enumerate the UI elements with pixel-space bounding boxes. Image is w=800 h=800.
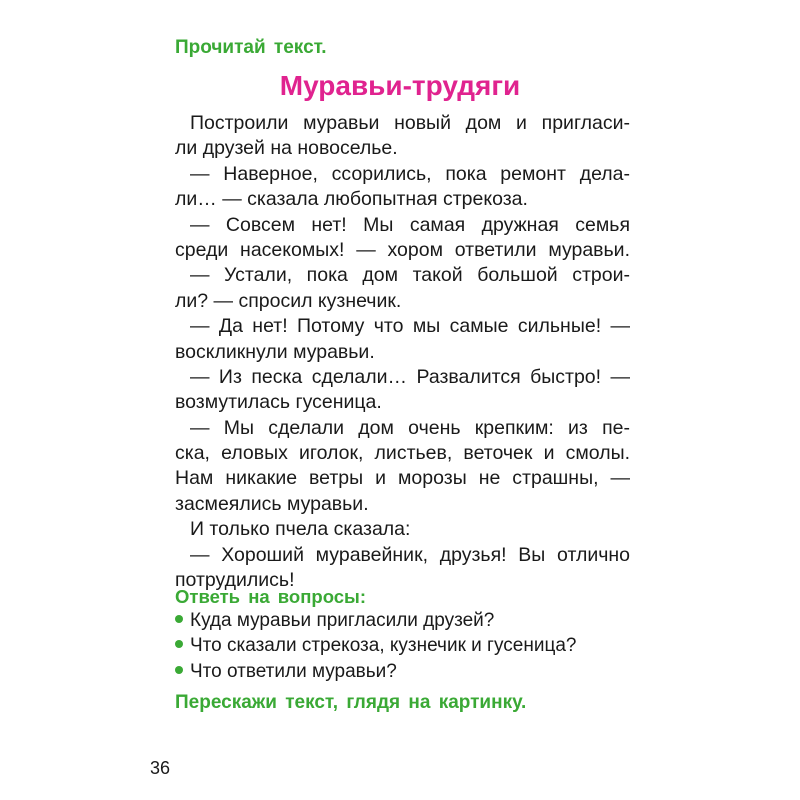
story-line: среди насекомых! — хором ответили муравьи. — [175, 238, 630, 261]
story-line: засмеялись муравьи. — [175, 492, 369, 515]
story-line: И только пчела сказала: — [190, 518, 411, 541]
story-line: Построили муравьи новый дом и пригласи- — [190, 112, 630, 134]
question-item — [175, 633, 576, 658]
story-line: — Наверное, ссорились, пока ремонт дела- — [190, 162, 630, 185]
question-item — [175, 608, 576, 633]
question-item — [175, 659, 576, 684]
bullet-icon — [175, 666, 183, 674]
story-line: — Из песка сделали… Развалится быстро! — — [190, 365, 630, 388]
story-line: возмутилась гусеница. — [175, 391, 382, 414]
story-line: — Мы сделали дом очень крепким: из пе- — [190, 416, 630, 439]
story-line: ли… — сказала любопытная стрекоза. — [175, 188, 528, 211]
question-text: Что ответили муравьи? — [190, 660, 397, 682]
page-number: 36 — [150, 758, 171, 778]
story-line: воскликнули муравьи. — [175, 340, 375, 363]
story-line: ска, еловых иголок, листьев, веточек и смолы. — [175, 442, 630, 465]
story-line: — Хороший муравейник, друзья! Вы отлично — [190, 543, 630, 566]
story-line: — Совсем нет! Мы самая дружная семья — [190, 213, 630, 236]
story-title: Муравьи-трудяги — [279, 70, 521, 101]
read-instruction: Прочитай текст. — [175, 37, 327, 58]
story-line: — Устали, пока дом такой большой строи- — [190, 264, 630, 287]
story-line: ли друзей на новоселье. — [175, 137, 398, 160]
questions-list — [175, 608, 576, 684]
question-text: Что сказали стрекоза, кузнечик и гусеница? — [190, 635, 577, 657]
story-line: — Да нет! Потому что мы самые сильные! — — [190, 315, 630, 338]
story-line: Нам никакие ветры и морозы не страшны, — — [175, 467, 630, 490]
story-line: ли? — спросил кузнечик. — [175, 289, 402, 312]
bullet-icon — [175, 615, 183, 623]
bullet-icon — [175, 640, 183, 648]
question-text: Куда муравьи пригласили друзей? — [190, 610, 495, 631]
questions-heading: Ответь на вопросы: — [175, 586, 367, 607]
story-line: потрудились! — [175, 569, 295, 592]
retell-instruction: Перескажи текст, глядя на картинку. — [175, 692, 527, 713]
story-text — [175, 111, 630, 593]
